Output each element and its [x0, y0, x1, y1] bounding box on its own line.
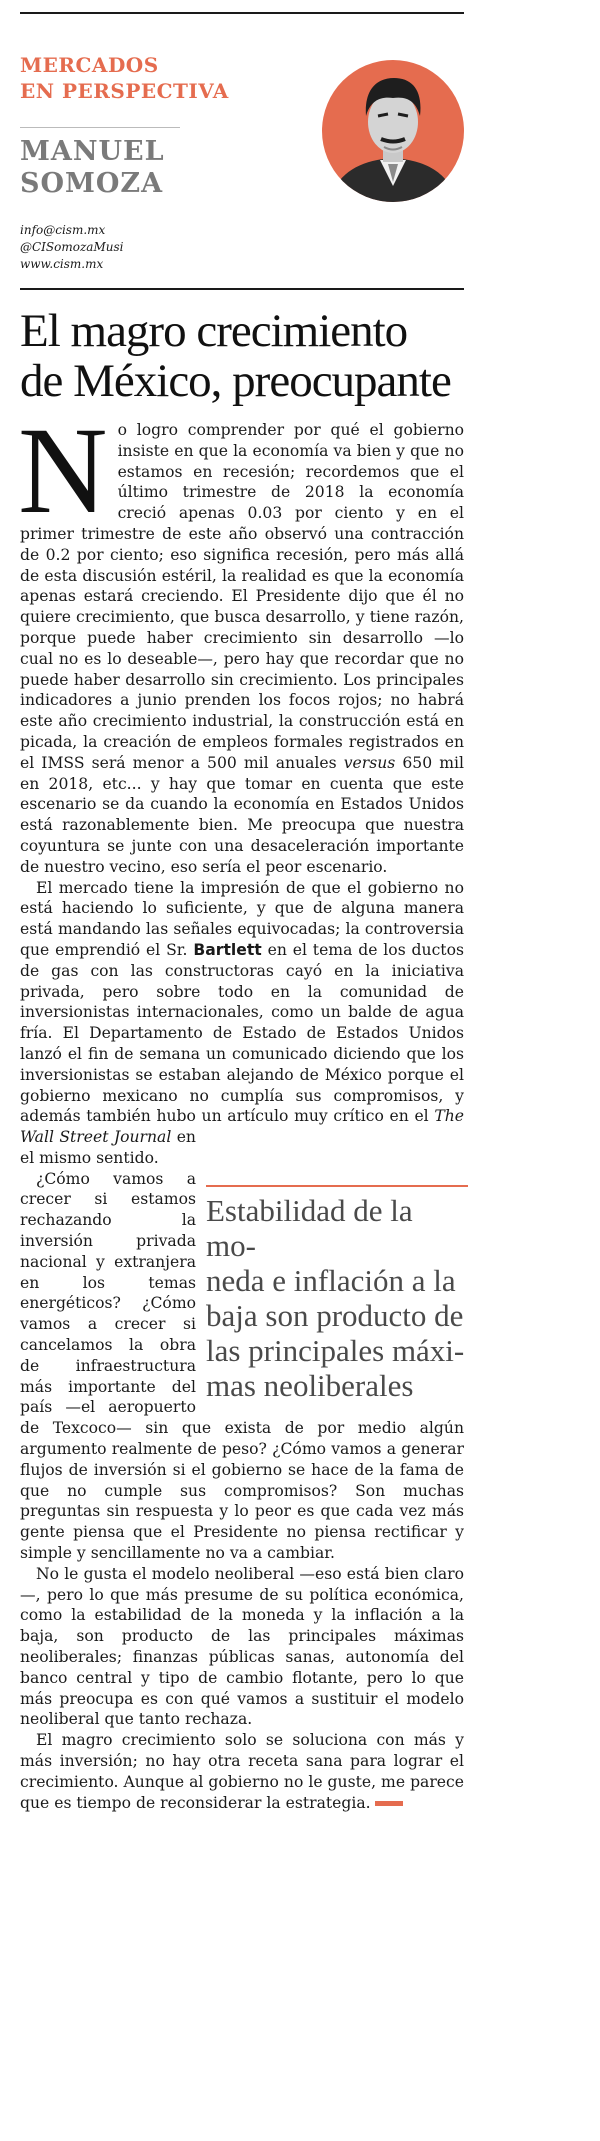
article-title — [20, 306, 464, 406]
paragraph-text: en el tema de los ductos de gas con las constructoras cayó en la iniciativa privada, pero sobre todo en la comunidad de inversionistas internacionales, como un balde de agua fría. El Departamento de Estado de Estados Unidos lanzó el fin de semana un comunicado diciendo que los inversionistas se estaban alejando de México porque el gobierno mexicano no cumplía sus compromisos, y además también hubo un artículo muy crítico en el — [20, 940, 464, 1126]
paragraph-text: 650 mil en 2018, etc... y hay que tomar en cuenta que este escenario se da cuando la economía en Estados Unidos está razonablemente bien. Me preocupa que nuestra coyuntura se junte con una desaceleración importante de nuestro vecino, eso sería el peor escenario. — [20, 753, 465, 876]
author-contacts — [20, 222, 280, 273]
author-first-name: MANUEL — [20, 136, 165, 167]
paragraph-text: El magro crecimiento solo se soluciona con más y más inversión; no hay otra receta sana para lograr el crecimiento. Aunque al gobierno no le guste, me parece que es tiempo de reconsiderar la estrategia. — [20, 1731, 464, 1812]
pull-quote-line: neda e inflación a la — [206, 1263, 456, 1299]
drop-cap: N — [18, 402, 108, 539]
section-divider — [20, 127, 180, 128]
section-label-line: MERCADOS — [20, 53, 159, 77]
author-last-name: SOMOZA — [20, 168, 164, 199]
paragraph-text: o logro comprender por qué el gobierno insiste en que la economía va bien y que no estamos en recesión; recordemos que el último trimestre de 2018 la economía creció apenas 0.03 por ciento y en el primer trimestre de este año observó una contracción de 0.2 por ciento; eso significa recesión, pero más allá de esta discusión estéril, la realidad es que la economía apenas estará creciendo. El Presidente dijo que él no quiere crecimiento, que busca desarrollo, y tiene razón, porque puede haber crecimiento sin desarrollo —lo cual no es lo deseable—, pero hay que recordar que no puede haber desarrollo sin crecimiento. Los principales indicadores a junio prenden los focos rojos; no habrá este año crecimiento industrial, la construcción está en picada, la creación de empleos formales registrados en el IMSS será menor a 500 mil anuales — [20, 421, 464, 772]
header-rule — [20, 288, 464, 290]
section-label — [20, 52, 280, 104]
paragraph-text: El mercado tiene la impresión de que el gobierno no está haciendo lo suficiente, y que de alguna manera está mandando las señales equivocadas; la controversia que emprendió el Sr. — [20, 878, 464, 959]
emphasis-versus: versus — [343, 753, 396, 772]
end-mark — [375, 1801, 403, 1806]
article-body — [18, 402, 465, 1813]
title-line: de México, preocupante — [20, 355, 451, 407]
newspaper-name: The Wall Street Journal — [20, 1107, 464, 1147]
paragraph-3: ¿Cómo vamos a crecer si estamos rechazando la inversión privada nacional y extranjera en los temas energéticos? ¿Cómo vamos a crecer si cancelamos la obra de infraestructura más importante del país —el aeropuerto de Texcoco— sin que exista de por medio algún argumento realmente de peso? ¿Cómo vamos a generar flujos de inversión si el gobierno se hace de la fama de que no cumple sus compromisos? Son muchas preguntas sin respuesta y lo peor es que cada vez más gente piensa que el Presidente no piensa rectificar y simple y sencillamente no va a cambiar. — [20, 1169, 464, 1563]
pull-quote-line: las principales máxi- — [206, 1333, 465, 1369]
pull-quote-line: baja son producto de — [206, 1298, 464, 1334]
author-name — [20, 136, 280, 200]
highlighted-name: Bartlett — [193, 940, 262, 959]
pull-quote-line: mas neoliberales — [206, 1368, 414, 1404]
section-label-line: EN PERSPECTIVA — [20, 79, 229, 103]
paragraph-4: No le gusta el modelo neoliberal —eso está bien claro—, pero lo que más presume de su política económica, como la estabilidad de la moneda y la inflación a la baja, son producto de las principales máximas neoliberales; finanzas públicas sanas, autonomía del banco central y tipo de cambio flotante, pero lo que más preocupa es con qué vamos a sustituir el modelo neoliberal que tanto rechaza. — [20, 1564, 464, 1729]
title-line: El magro crecimiento — [20, 305, 408, 357]
pull-quote-line: Estabilidad de la mo- — [206, 1193, 413, 1264]
top-rule — [20, 12, 464, 14]
pull-quote — [206, 1185, 468, 1403]
contact-twitter: @CISomozaMusi — [20, 240, 124, 254]
author-portrait-icon — [322, 60, 464, 202]
paragraph-text: en el mismo sentido. — [20, 1128, 196, 1167]
paragraph-5 — [20, 1730, 464, 1813]
contact-website: www.cism.mx — [20, 257, 104, 271]
paragraph-1 — [18, 402, 465, 878]
contact-email: info@cism.mx — [20, 223, 106, 237]
